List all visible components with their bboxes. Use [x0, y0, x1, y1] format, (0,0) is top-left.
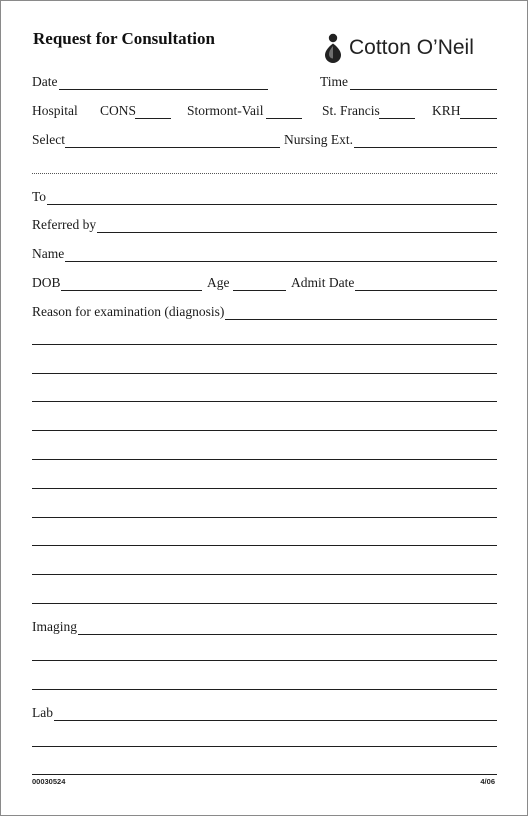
- reason-line[interactable]: [32, 545, 497, 546]
- time-label: Time: [320, 74, 349, 89]
- dob-field[interactable]: [61, 290, 202, 291]
- reason-line[interactable]: [32, 517, 497, 518]
- date-label: Date: [32, 74, 58, 89]
- cons-field[interactable]: [135, 118, 171, 119]
- reason-line[interactable]: [32, 430, 497, 431]
- stormont-vail-label: Stormont-Vail: [187, 103, 264, 118]
- krh-label: KRH: [432, 103, 461, 118]
- time-field[interactable]: [350, 89, 497, 90]
- krh-field[interactable]: [460, 118, 497, 119]
- name-label: Name: [32, 246, 65, 261]
- logo-drop-icon: [323, 33, 343, 63]
- row-referred-by: [32, 216, 497, 234]
- referred-by-label: Referred by: [32, 217, 97, 232]
- lab-field[interactable]: [32, 720, 497, 721]
- row-dob-age-admit: [32, 274, 497, 292]
- row-select-nursing: [32, 131, 497, 149]
- reason-line[interactable]: [32, 488, 497, 489]
- reason-line[interactable]: [32, 574, 497, 575]
- to-label: To: [32, 189, 47, 204]
- form-title: Request for Consultation: [33, 29, 215, 48]
- cons-label: CONS: [100, 103, 137, 118]
- imaging-line[interactable]: [32, 689, 497, 690]
- reason-line[interactable]: [32, 373, 497, 374]
- select-field[interactable]: [65, 147, 280, 148]
- stormont-vail-field[interactable]: [266, 118, 302, 119]
- reason-label: Reason for examination (diagnosis): [32, 304, 225, 319]
- imaging-field[interactable]: [32, 634, 497, 635]
- dob-label: DOB: [32, 275, 61, 290]
- referred-by-field[interactable]: [32, 232, 497, 233]
- row-lab: [32, 704, 497, 722]
- date-field[interactable]: [59, 89, 268, 90]
- to-field[interactable]: [32, 204, 497, 205]
- nursing-ext-field[interactable]: [354, 147, 497, 148]
- imaging-line[interactable]: [32, 660, 497, 661]
- reason-line[interactable]: [32, 401, 497, 402]
- cotton-oneil-logo: [323, 33, 474, 63]
- age-label: Age: [207, 275, 230, 290]
- age-field[interactable]: [233, 290, 286, 291]
- row-hospital: [32, 102, 497, 120]
- lab-line[interactable]: [32, 746, 497, 747]
- row-to: [32, 188, 497, 206]
- hospital-label: Hospital: [32, 103, 78, 118]
- lab-label: Lab: [32, 705, 53, 720]
- form-revision: 4/06: [480, 777, 495, 786]
- st-francis-label: St. Francis: [322, 103, 380, 118]
- reason-line[interactable]: [32, 603, 497, 604]
- select-label: Select: [32, 132, 65, 147]
- name-field[interactable]: [32, 261, 497, 262]
- section-divider: [32, 173, 497, 174]
- row-date-time: [32, 73, 497, 91]
- admit-date-field[interactable]: [355, 290, 497, 291]
- row-imaging: [32, 618, 497, 636]
- lab-line[interactable]: [32, 774, 497, 775]
- admit-date-label: Admit Date: [291, 275, 355, 290]
- form-number: 00030524: [32, 777, 66, 786]
- logo-text: Cotton O’Neil: [349, 36, 474, 59]
- reason-line[interactable]: [32, 459, 497, 460]
- row-reason: [32, 303, 497, 321]
- reason-line[interactable]: [32, 344, 497, 345]
- imaging-label: Imaging: [32, 619, 77, 634]
- st-francis-field[interactable]: [379, 118, 415, 119]
- row-name: [32, 245, 497, 263]
- nursing-ext-label: Nursing Ext.: [284, 132, 353, 147]
